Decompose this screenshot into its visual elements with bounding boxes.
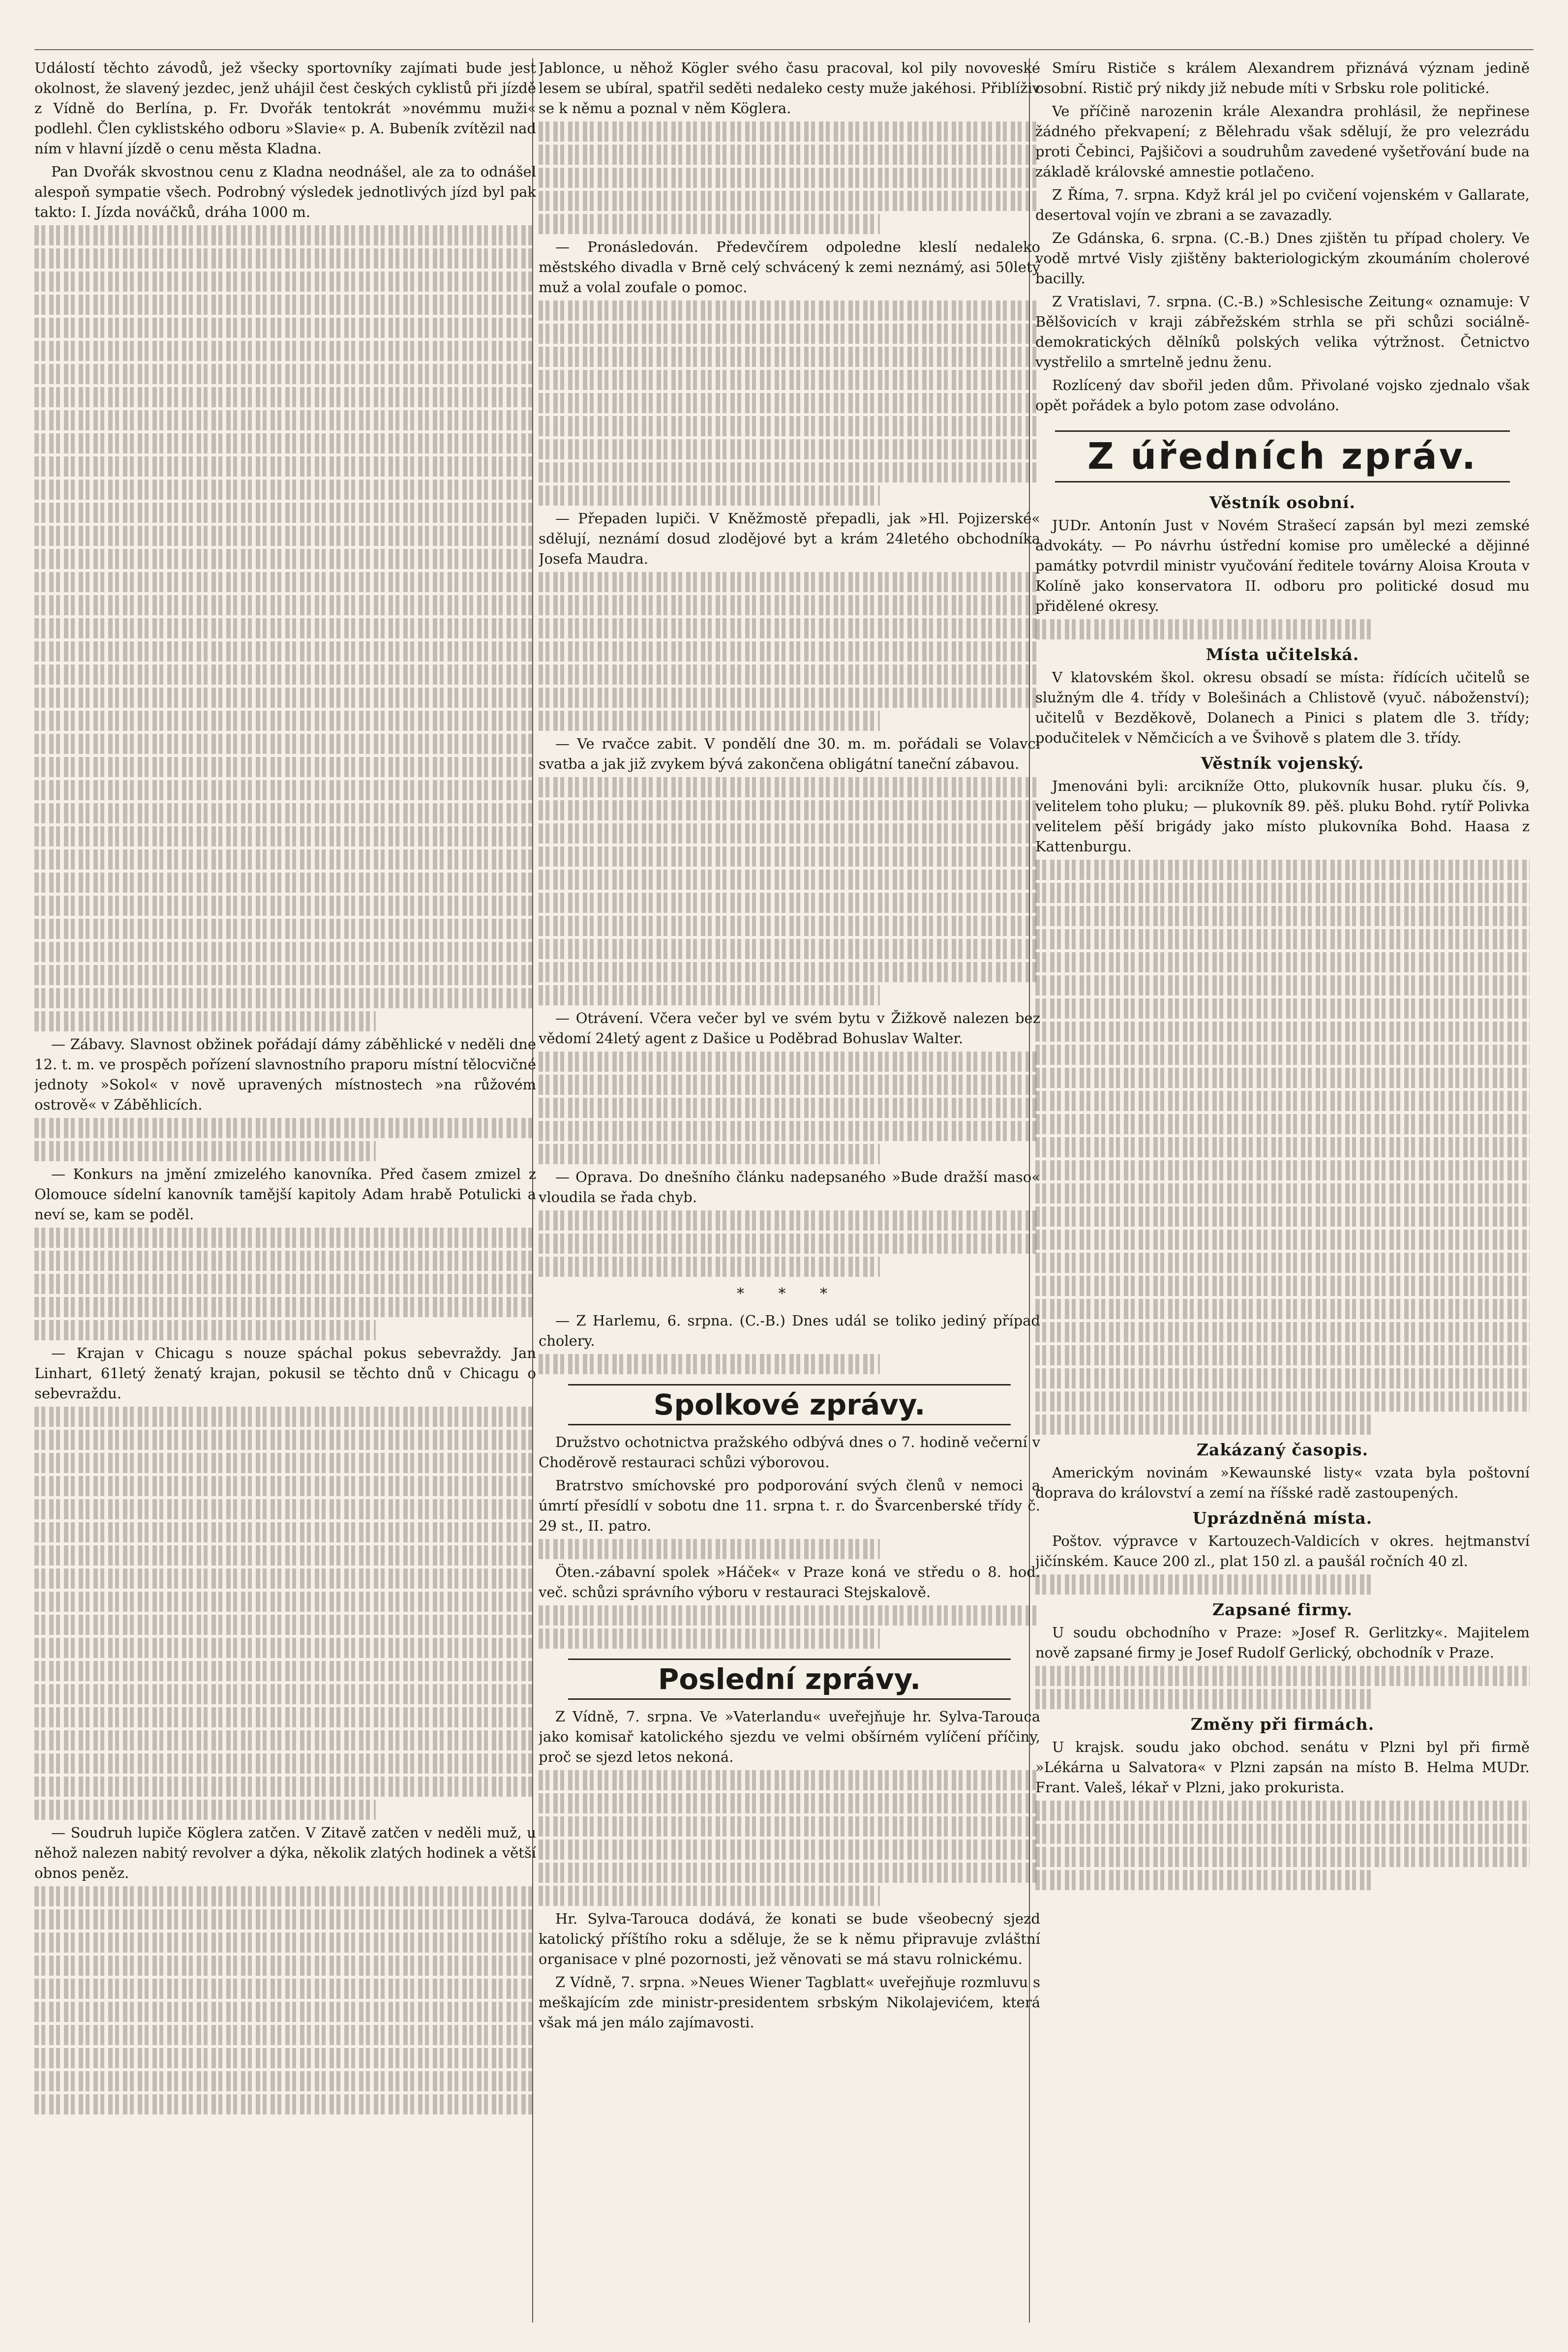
- text-line: [1035, 1689, 1371, 1709]
- text-line: [1035, 975, 1530, 995]
- article-paragraph: Hr. Sylva-Tarouca dodává, že konati se bude všeobecný sjezd katolický příštího roku a sděluje, že se k němu připravuje zvláštní organisace v plné pozornosti, jež věnovati se má stavu rolnickému.: [539, 1910, 1040, 1967]
- text-line: [34, 1777, 536, 1797]
- subsection-heading: Zapsané firmy.: [1212, 1600, 1353, 1619]
- text-line: [1035, 1183, 1530, 1204]
- subsection-heading: Zakázaný časopis.: [1196, 1440, 1369, 1459]
- article-paragraph: U soudu obchodního v Praze: »Josef R. Gerlitzky«. Majitelem nově zapsané firmy je Josef Rudolf Gerlický, obchodník v Praze.: [1035, 1624, 1530, 1661]
- text-line: [34, 803, 536, 823]
- text-line: [34, 1886, 536, 1906]
- text-line: [34, 1909, 536, 1930]
- top-rule: [34, 49, 1534, 50]
- text-line: [539, 1121, 1040, 1141]
- text-line: [539, 962, 1040, 982]
- text-line: [34, 595, 536, 615]
- text-line: [1035, 952, 1530, 972]
- article-paragraph: Rozlícený dav sbořil jeden dům. Přivolané vojsko zjednalo však opět pořádek a bylo potom zase odvoláno.: [1035, 377, 1530, 414]
- text-line: [34, 1684, 536, 1704]
- text-line: [539, 1210, 1040, 1231]
- text-line: [34, 1568, 536, 1589]
- article-paragraph: Z Vídně, 7. srpna. Ve »Vaterlandu« uveřejňuje hr. Sylva-Tarouca jako komisař katolického sjezdu ve velmi obšírném vylíčení příčiny, proč se sjezd letos nekoná.: [539, 1708, 1040, 1765]
- text-line: [34, 1274, 536, 1294]
- article-paragraph: Smíru Rističe s králem Alexandrem přiznává význam jedině osobní. Ristič prý nikdy již nebude míti v Srbsku role politické.: [1035, 60, 1530, 96]
- text-line: [1035, 1253, 1530, 1273]
- text-line: [34, 1707, 536, 1727]
- text-line: [34, 2025, 536, 2045]
- text-line: [1035, 1068, 1530, 1088]
- text-line: [34, 364, 536, 384]
- text-line: [1035, 1666, 1530, 1686]
- text-line: [1035, 1574, 1371, 1595]
- text-line: [1035, 1801, 1530, 1821]
- text-line: [539, 1144, 880, 1164]
- text-line: [1035, 1091, 1530, 1111]
- text-line: [1035, 860, 1530, 880]
- text-line: [34, 826, 536, 846]
- text-line: [34, 433, 536, 453]
- subsection-heading: Místa učitelská.: [1206, 645, 1359, 664]
- text-line: [539, 121, 1040, 142]
- text-line: [1035, 1045, 1530, 1065]
- text-line: [34, 1251, 536, 1271]
- text-line: [539, 641, 1040, 662]
- column-left: [34, 58, 536, 2322]
- text-line: [34, 664, 536, 685]
- text-line: [1035, 1022, 1530, 1042]
- article-paragraph: Z Vratislavi, 7. srpna. (C.-B.) »Schlesische Zeitung« oznamuje: V Bělšovicích v kraji zábřežském strhla se při schůzi sociálně-demokratických dělníků polských velika výtržnost. Četnictvo vystřelilo a smrtelně jednu ženu.: [1035, 293, 1530, 370]
- text-line: [539, 439, 1040, 459]
- text-line: [1035, 1847, 1530, 1867]
- text-line: [34, 271, 536, 292]
- column-middle: [539, 58, 1040, 2322]
- text-line: [539, 1052, 1040, 1072]
- text-line: [34, 1522, 536, 1542]
- text-line: [539, 1257, 880, 1277]
- text-line: [1035, 1299, 1530, 1319]
- article-paragraph: — Z Harlemu, 6. srpna. (C.-B.) Dnes udál se toliko jediný případ cholery.: [539, 1312, 1040, 1349]
- text-line: [539, 985, 880, 1005]
- text-line: [34, 1753, 536, 1774]
- article-paragraph: — Zábavy. Slavnost obžinek pořádají dámy záběhlické v neděli dne 12. t. m. ve prospěch pořízení slavnostního praporu místní tělocvičné jednoty »Sokol« v nově upravených místnostech »na růžovém ostrově« v Záběhlicích.: [34, 1036, 536, 1113]
- text-line: [34, 1615, 536, 1635]
- text-line: [539, 800, 1040, 820]
- text-line: [539, 393, 1040, 413]
- text-line: [34, 1800, 376, 1820]
- text-line: [539, 1839, 1040, 1860]
- text-line: [539, 1605, 1040, 1626]
- text-line: [539, 1354, 880, 1374]
- text-line: [539, 301, 1040, 321]
- text-line: [539, 688, 1040, 708]
- article-paragraph: Poštov. výpravce v Kartouzech-Valdicích v okres. hejtmanství jičínském. Kauce 200 zl., plat 150 zl. a paušál ročních 40 zl.: [1035, 1533, 1530, 1569]
- text-line: [34, 618, 536, 638]
- text-line: [539, 1098, 1040, 1118]
- text-line: [1035, 619, 1371, 639]
- text-line: [1035, 1391, 1530, 1412]
- article-paragraph: Z Vídně, 7. srpna. »Neues Wiener Tagblatt« uveřejňuje rozmluvu s meškajícím zde ministr-presidentem srbským Nikolajevićem, která však má jen málo zajímavosti.: [539, 1974, 1040, 2031]
- text-line: [539, 1075, 1040, 1095]
- text-line: [34, 919, 536, 939]
- text-line: [34, 1228, 536, 1248]
- text-line: [539, 777, 1040, 797]
- article-paragraph: U krajsk. soudu jako obchod. senátu v Plzni byl při firmě »Lékárna u Salvatora« v Plzni zapsán na místo B. Helma MUDr. Frant. Valeš, lékař v Plzni, jako prokurista.: [1035, 1739, 1530, 1796]
- text-line: [34, 1141, 376, 1161]
- text-line: [34, 873, 536, 893]
- text-line: [1035, 883, 1530, 903]
- text-line: [539, 214, 880, 234]
- text-line: [34, 295, 536, 315]
- text-line: [34, 248, 536, 269]
- text-line: [34, 757, 536, 777]
- subsection-heading: Věstník vojenský.: [1201, 754, 1364, 773]
- text-line: [34, 1979, 536, 1999]
- text-line: [539, 572, 1040, 592]
- text-line: [34, 572, 536, 592]
- text-line: [34, 1661, 536, 1681]
- text-line: [539, 618, 1040, 638]
- article-paragraph: Jablonce, u něhož Kögler svého času pracoval, kol pily novoveské lesem se ubíral, spatřil seděti nedaleko cesty muže jakéhosi. Přiblíživ se k němu a poznal v něm Köglera.: [539, 60, 1040, 117]
- text-line: [34, 2071, 536, 2091]
- text-line: [34, 1407, 536, 1427]
- article-paragraph: — Oprava. Do dnešního článku nadepsaného »Bude dražší maso« vloudila se řada chyb.: [539, 1169, 1040, 1206]
- text-line: [34, 503, 536, 523]
- text-line: [1035, 906, 1530, 926]
- text-line: [1035, 1824, 1530, 1844]
- text-line: [34, 1638, 536, 1658]
- text-line: [34, 1297, 536, 1317]
- article-paragraph: Öten.-zábavní spolek »Háček« v Praze koná ve středu o 8. hod. več. schůzi správního výboru v restauraci Stejskalově.: [539, 1564, 1040, 1600]
- article-paragraph: — Otrávení. Včera večer byl ve svém bytu v Žižkově nalezen bez vědomí 24letý agent z Dašice u Poděbrad Bohuslav Walter.: [539, 1010, 1040, 1047]
- article-paragraph: Jmenováni byli: arcikníže Otto, plukovník husar. pluku čís. 9, velitelem toho pluku; — plukovník 89. pěš. pluku Bohd. rytíř Polivka velitelem pěší brigády jako místo plukovníka Bohd. Haasa z Kattenburgu.: [1035, 778, 1530, 855]
- text-line: [539, 1770, 1040, 1790]
- text-line: [34, 341, 536, 361]
- article-paragraph: — Ve rvačce zabit. V pondělí dne 30. m. m. pořádali se Volavci svatba a jak již zvykem bývá zakončena obligátní taneční zábavou.: [539, 735, 1040, 772]
- text-line: [34, 1545, 536, 1566]
- text-line: [1035, 1345, 1530, 1365]
- text-line: [1035, 1230, 1530, 1250]
- text-line: [34, 480, 536, 500]
- article-paragraph: Ve příčině narozenin krále Alexandra prohlásil, že nepřinese žádného překvapení; z Bělehradu však sdělují, že pro velezrádu proti Čebinci, Pajšičovi a soudruhům zavedené vyšetřování bude na základě královské amnestie potlačeno.: [1035, 103, 1530, 180]
- text-line: [1035, 1206, 1530, 1227]
- text-line: [539, 370, 1040, 390]
- text-line: [34, 1932, 536, 1953]
- article-paragraph: Ze Gdánska, 6. srpna. (C.-B.) Dnes zjištěn tu případ cholery. Ve vodě mrtvé Visly zjištěny bakteriologickým zkoumáním cholerové bacilly.: [1035, 230, 1530, 287]
- text-line: [1035, 929, 1530, 949]
- text-line: [34, 2048, 536, 2068]
- text-line: [34, 988, 536, 1008]
- text-line: [34, 549, 536, 569]
- text-line: [1035, 1160, 1530, 1180]
- text-line: [34, 387, 536, 407]
- text-line: [34, 641, 536, 662]
- text-line: [539, 595, 1040, 615]
- text-line: [1035, 1322, 1530, 1342]
- text-line: [34, 1320, 376, 1340]
- section-heading: Spolkové zprávy.: [568, 1384, 1011, 1425]
- text-line: [539, 1539, 880, 1559]
- text-line: [34, 849, 536, 870]
- article-paragraph: Událostí těchto závodů, jež všecky sportovníky zajímati bude jest okolnost, že slavený jezdec, jenž uhájil čest českých cyklistů při jízdě z Vídně do Berlína, p. Fr. Dvořák tentokrát »novémmu muži« podlehl. Člen cyklistského odboru »Slavie« p. A. Bubeník zvítězil nad ním v hlavní jízdě o cenu města Kladna.: [34, 60, 536, 157]
- article-paragraph: — Krajan v Chicagu s nouze spáchal pokus sebevraždy. Jan Linhart, 61letý ženatý krajan, pokusil se těchto dnů v Chicagu o sebevraždu.: [34, 1345, 536, 1402]
- text-line: [539, 711, 880, 731]
- text-line: [539, 324, 1040, 344]
- text-line: [34, 734, 536, 754]
- column-right: [1035, 58, 1530, 2322]
- text-line: [539, 191, 1040, 211]
- text-line: [34, 410, 536, 430]
- text-line: [34, 1430, 536, 1450]
- text-line: [539, 846, 1040, 867]
- article-paragraph: V klatovském škol. okresu obsadí se místa: řídících učitelů se služným dle 4. třídy v Bolešinách a Chlistově (vyuč. náboženství); učitelů v Bezděkově, Dolanech a Pinici s platem dle 3. třídy; podučitelek v Němčicích a ve Švihově s platem dle 3. třídy.: [1035, 669, 1530, 746]
- article-paragraph: — Soudruh lupiče Köglera zatčen. V Zitavě zatčen v neděli muž, u něhož nalezen nabitý revolver a dýka, několik zlatých hodinek a větší obnos peněz.: [34, 1824, 536, 1881]
- text-line: [34, 780, 536, 800]
- text-line: [539, 1863, 1040, 1883]
- text-line: [34, 225, 536, 245]
- text-line: [539, 1793, 1040, 1813]
- subsection-heading: Uprázdněná místa.: [1192, 1508, 1373, 1528]
- article-paragraph: — Konkurs na jmění zmizelého kanovníka. Před časem zmizel z Olomouce sídelní kanovník tamější kapitoly Adam hrabě Potulicki a neví se, kam se poděl.: [34, 1166, 536, 1223]
- text-line: [539, 462, 1040, 482]
- text-line: [34, 896, 536, 916]
- text-line: [34, 526, 536, 546]
- article-paragraph: Družstvo ochotnictva pražského odbývá dnes o 7. hodině večerní v Choděrově restauraci schůzi výborovou.: [539, 1434, 1040, 1471]
- text-line: [1035, 1114, 1530, 1134]
- text-line: [539, 168, 1040, 188]
- text-line: [34, 2002, 536, 2022]
- text-line: [539, 347, 1040, 367]
- text-line: [539, 1234, 1040, 1254]
- article-paragraph: Bratrstvo smíchovské pro podporování svých členů v nemoci a úmrtí přesídlí v sobotu dne 11. srpna t. r. do Švarcenberské třídy č. 29 st., II. patro.: [539, 1477, 1040, 1534]
- text-line: [34, 1011, 376, 1031]
- text-line: [539, 916, 1040, 936]
- text-line: [539, 485, 880, 506]
- text-line: [1035, 1870, 1371, 1890]
- text-line: [539, 823, 1040, 844]
- text-line: [539, 1816, 1040, 1837]
- text-line: [34, 965, 536, 985]
- text-line: [1035, 1415, 1371, 1435]
- text-line: [1035, 1276, 1530, 1296]
- text-line: [1035, 1368, 1530, 1388]
- article-paragraph: Z Říma, 7. srpna. Když král jel po cvičení vojenském v Gallarate, desertoval vojín ve zbrani a se zavazadly.: [1035, 186, 1530, 223]
- text-line: [34, 1118, 536, 1138]
- article-paragraph: — Přepaden lupiči. V Kněžmostě přepadli, jak »Hl. Pojizerské« sdělují, neznámí dosud zlodějové byt a krám 24letého obchodníka Josefa Maudra.: [539, 510, 1040, 567]
- section-heading: Z úředních zpráv.: [1055, 430, 1510, 482]
- text-line: [539, 1628, 880, 1649]
- text-line: [539, 870, 1040, 890]
- text-line: [1035, 1137, 1530, 1157]
- section-separator: * * *: [736, 1285, 843, 1302]
- text-line: [539, 939, 1040, 959]
- section-heading: Poslední zprávy.: [568, 1658, 1011, 1700]
- article-paragraph: Pan Dvořák skvostnou cenu z Kladna neodnášel, ale za to odnášel alespoň sympatie všech. Podrobný výsledek jednotlivých jízd byl pak takto: I. Jízda nováčků, dráha 1000 m.: [34, 163, 536, 220]
- text-line: [539, 893, 1040, 913]
- text-line: [34, 456, 536, 477]
- text-line: [34, 1476, 536, 1496]
- text-line: [539, 1886, 880, 1906]
- text-line: [34, 1956, 536, 1976]
- article-paragraph: JUDr. Antonín Just v Novém Strašecí zapsán byl mezi zemské advokáty. — Po návrhu ústřední komise pro umělecké a dějinné památky potvrdil ministr vyučování ředitele továrny Aloisa Krouta v Kolíně jako konservatora II. odboru pro politické dosud mu přidělené okresy.: [1035, 517, 1530, 614]
- text-line: [34, 688, 536, 708]
- text-line: [539, 664, 1040, 685]
- text-line: [34, 2094, 536, 2114]
- text-line: [34, 318, 536, 338]
- text-line: [34, 1730, 536, 1750]
- text-line: [34, 1592, 536, 1612]
- text-line: [34, 711, 536, 731]
- text-line: [1035, 998, 1530, 1019]
- article-paragraph: Americkým novinám »Kewaunské listy« vzata byla poštovní doprava do království a zemí na říšské radě zastoupených.: [1035, 1464, 1530, 1501]
- text-line: [539, 416, 1040, 436]
- text-line: [34, 1453, 536, 1473]
- text-line: [539, 145, 1040, 165]
- text-line: [34, 1499, 536, 1519]
- subsection-heading: Věstník osobní.: [1209, 493, 1356, 512]
- text-line: [34, 942, 536, 962]
- article-paragraph: — Pronásledován. Předevčírem odpoledne kleslí nedaleko městského divadla v Brně celý schvácený k zemi neznámý, asi 50letý muž a volal zoufale o pomoc.: [539, 239, 1040, 296]
- subsection-heading: Změny při firmách.: [1190, 1715, 1375, 1734]
